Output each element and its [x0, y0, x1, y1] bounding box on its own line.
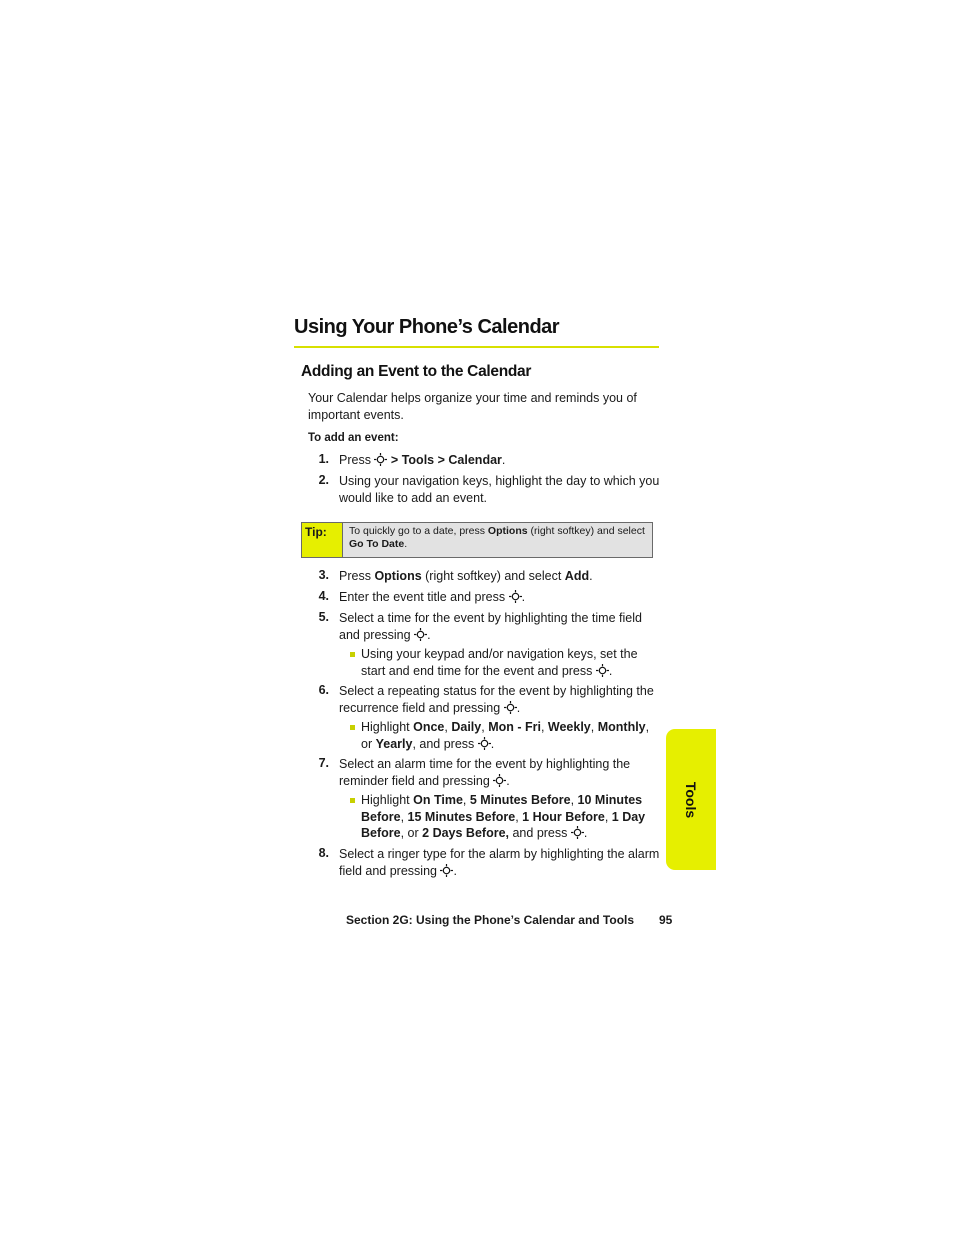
step-number: 6.	[318, 683, 329, 697]
step-number: 7.	[318, 756, 329, 770]
navigation-key-icon	[374, 453, 387, 466]
step-1: Press > Tools > Calendar.	[339, 453, 506, 467]
section-side-tab	[666, 729, 716, 870]
step-7: Select an alarm time for the event by highlighting the reminder field and pressing .	[339, 757, 631, 788]
page-title: Using Your Phone’s Calendar	[294, 316, 560, 338]
tip-label: Tip:	[302, 523, 343, 557]
bullet-5: Using your keypad and/or navigation keys, set the start and end time for the event and press .	[361, 647, 638, 678]
step-number: 5.	[318, 610, 329, 624]
step-number: 2.	[318, 473, 329, 487]
bullet-icon	[350, 798, 355, 803]
step-number: 8.	[318, 846, 329, 860]
navigation-key-icon	[440, 864, 453, 877]
step-5: Select a time for the event by highlighting the time field and pressing .	[339, 611, 642, 642]
step-8: Select a ringer type for the alarm by highlighting the alarm field and pressing .	[339, 847, 660, 878]
section-heading: Adding an Event to the Calendar	[301, 363, 532, 380]
page-number: 95	[659, 913, 673, 927]
bullet-7: Highlight On Time, 5 Minutes Before, 10 Minutes Before, 15 Minutes Before, 1 Hour Before, 1 Day Before, or 2 Days Before, and press .	[361, 793, 646, 840]
step-number: 4.	[318, 589, 329, 603]
bullet-6: Highlight Once, Daily, Mon - Fri, Weekly, Monthly, or Yearly, and press .	[361, 720, 650, 751]
navigation-key-icon	[571, 826, 584, 839]
step-6: Select a repeating status for the event by highlighting the recurrence field and pressing .	[339, 684, 654, 715]
side-tab-label: Tools	[683, 781, 699, 818]
navigation-key-icon	[493, 774, 506, 787]
step-number: 1.	[318, 452, 329, 466]
navigation-key-icon	[504, 701, 517, 714]
bullet-icon	[350, 725, 355, 730]
tip-text: To quickly go to a date, press Options (right softkey) and select Go To Date.	[349, 525, 645, 550]
navigation-key-icon	[596, 664, 609, 677]
footer-section-title: Section 2G: Using the Phone’s Calendar and Tools	[346, 913, 635, 927]
step-2: Using your navigation keys, highlight the day to which you would like to add an event.	[339, 474, 660, 505]
bullet-icon	[350, 652, 355, 657]
step-number: 3.	[318, 568, 329, 582]
navigation-key-icon	[509, 590, 522, 603]
procedure-lead: To add an event:	[308, 432, 399, 444]
title-rule	[294, 346, 659, 348]
step-4: Enter the event title and press .	[339, 590, 526, 604]
step-3: Press Options (right softkey) and select Add.	[339, 569, 593, 583]
navigation-key-icon	[414, 628, 427, 641]
intro-paragraph: Your Calendar helps organize your time and reminds you of important events.	[308, 391, 637, 422]
navigation-key-icon	[478, 737, 491, 750]
tip-box	[301, 522, 653, 558]
